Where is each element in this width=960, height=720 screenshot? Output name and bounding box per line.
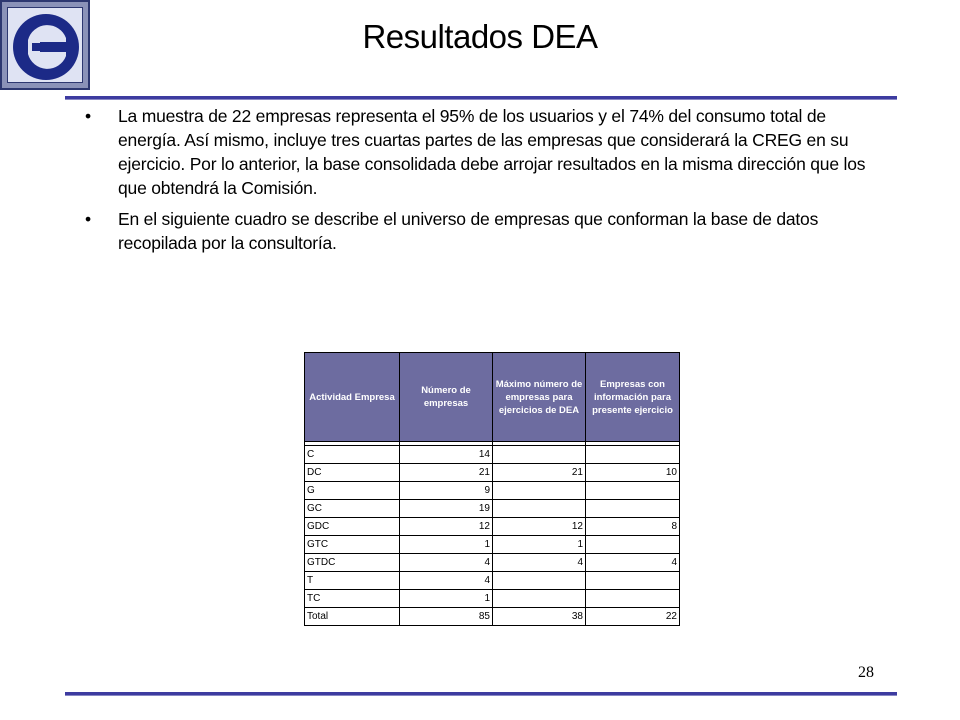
table-cell: 14: [400, 446, 493, 464]
column-header: Máximo número de empresas para ejercicios de DEA: [493, 353, 586, 442]
table-cell: 12: [493, 518, 586, 536]
table-row: [305, 446, 680, 464]
footer-divider: [65, 692, 897, 696]
table-cell: [586, 482, 680, 500]
table-cell: 10: [586, 464, 680, 482]
table-cell: 4: [400, 572, 493, 590]
table-row: [305, 590, 680, 608]
column-header: Empresas con información para presente ejercicio: [586, 353, 680, 442]
table-cell: 9: [400, 482, 493, 500]
table-row: [305, 554, 680, 572]
table-cell: [493, 500, 586, 518]
table-row: [305, 500, 680, 518]
table-cell: [586, 572, 680, 590]
table-cell: C: [305, 446, 400, 464]
table-cell: 22: [586, 608, 680, 626]
table-cell: 8: [586, 518, 680, 536]
table-cell: 85: [400, 608, 493, 626]
bullet-text: La muestra de 22 empresas representa el 95% de los usuarios y el 74% del consumo total de energía. Así mismo, incluye tres cuartas partes de las empresas que considerará la CREG en su ejercicio. Por lo anterior, la base consolidada debe arrojar resultados en la misma dirección que los que obtendrá la Comisión.: [118, 106, 866, 198]
table-cell: [586, 536, 680, 554]
table-cell: GC: [305, 500, 400, 518]
table-cell: [586, 590, 680, 608]
table-cell: [493, 446, 586, 464]
table-cell: T: [305, 572, 400, 590]
companies-table: [304, 352, 680, 626]
bullet-item: [85, 104, 885, 200]
table-cell: [586, 446, 680, 464]
bullet-marker: •: [85, 106, 91, 126]
table-cell: Total: [305, 608, 400, 626]
table-row: [305, 572, 680, 590]
table-cell: 38: [493, 608, 586, 626]
table-cell: 4: [400, 554, 493, 572]
table-cell: GTDC: [305, 554, 400, 572]
table-cell: 4: [586, 554, 680, 572]
table-cell: G: [305, 482, 400, 500]
bullet-text: En el siguiente cuadro se describe el universo de empresas que conforman la base de datos recopilada por la consultoría.: [118, 209, 819, 253]
column-header: Número de empresas: [400, 353, 493, 442]
table-row: [305, 482, 680, 500]
table-cell: 12: [400, 518, 493, 536]
page-number: 28: [858, 664, 874, 681]
title-divider: [65, 96, 897, 100]
table-cell: 1: [400, 590, 493, 608]
table-cell: [493, 572, 586, 590]
table-cell: 21: [493, 464, 586, 482]
table-cell: 21: [400, 464, 493, 482]
table-cell: 1: [400, 536, 493, 554]
table-header-row: [305, 353, 680, 442]
slide-title: Resultados DEA: [362, 18, 598, 55]
table-total-row: [305, 608, 680, 626]
table-row: [305, 464, 680, 482]
bullet-marker: •: [85, 209, 91, 229]
bullet-item: [85, 207, 885, 255]
table-cell: GDC: [305, 518, 400, 536]
table-cell: 19: [400, 500, 493, 518]
table-cell: TC: [305, 590, 400, 608]
table-row: [305, 518, 680, 536]
table-cell: 4: [493, 554, 586, 572]
column-header: Actividad Empresa: [305, 353, 400, 442]
table-cell: DC: [305, 464, 400, 482]
table-cell: 1: [493, 536, 586, 554]
table-cell: [493, 590, 586, 608]
table-row: [305, 536, 680, 554]
bullet-list: [85, 104, 885, 262]
table-cell: [493, 482, 586, 500]
table-cell: GTC: [305, 536, 400, 554]
table-cell: [586, 500, 680, 518]
